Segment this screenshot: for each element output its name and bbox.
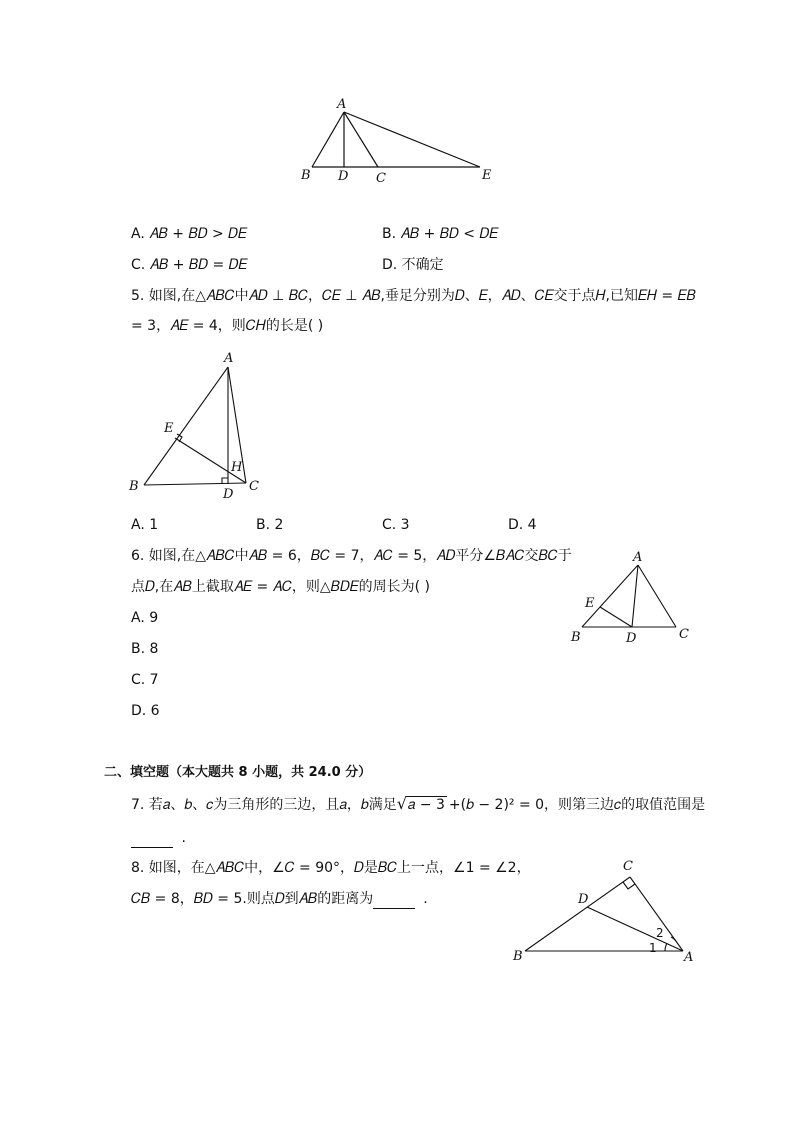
q6-label-d: D	[626, 631, 637, 646]
q8-stem-line2	[131, 889, 428, 909]
q8-stem-line2-text: 𝐶𝐵 = 8，𝐵𝐷 = 5.则点𝐷到𝐴𝐵的距离为	[131, 891, 374, 907]
q8-label-c: C	[623, 859, 633, 874]
q5-option-b: B. 2	[256, 517, 284, 533]
q8-answer-blank[interactable]	[373, 894, 415, 909]
q4-label-b: B	[301, 168, 311, 183]
q6-option-b: B. 8	[131, 641, 159, 657]
q6-stem-line1: 6. 如图,在△𝐴𝐵𝐶中𝐴𝐵 = 6，𝐵𝐶 = 7，𝐴𝐶 = 5，𝐴𝐷平分∠𝐵𝐴𝐶交𝐵𝐶于	[131, 548, 572, 564]
q5-stem-line2: = 3，𝐴𝐸 = 4，则𝐶𝐻的长是( )	[131, 318, 324, 334]
q6-stem-line2: 点𝐷,在𝐴𝐵上截取𝐴𝐸 = 𝐴𝐶，则△𝐵𝐷𝐸的周长为( )	[131, 579, 430, 595]
q5-stem-line1: 5. 如图,在△𝐴𝐵𝐶中𝐴𝐷 ⊥ 𝐵𝐶，𝐶𝐸 ⊥ 𝐴𝐵,垂足分别为𝐷、𝐸，𝐴𝐷、𝐶𝐸交于点𝐻,已知𝐸𝐻 = 𝐸𝐵	[131, 288, 696, 304]
q7-radicand: 𝑎 − 3	[407, 797, 445, 813]
q8-label-a: A	[684, 950, 694, 965]
q7-radical: √ 𝑎 − 3	[396, 794, 445, 813]
q4-label-c: C	[376, 171, 386, 186]
q4-option-a: A. 𝐴𝐵 + 𝐵𝐷 > 𝐷𝐸	[131, 226, 247, 242]
q7-suffix: +(𝑏 − 2)² = 0，则第三边𝑐的取值范围是	[448, 797, 706, 813]
q6-option-d: D. 6	[131, 703, 160, 719]
q5-label-b: B	[129, 479, 139, 494]
q8-label-angle-2: 2	[656, 926, 664, 940]
q8-figure	[505, 855, 705, 970]
q8-label-d: D	[578, 892, 589, 907]
q6-label-e: E	[585, 596, 595, 611]
q4-label-a: A	[337, 97, 347, 112]
q7-answer-blank[interactable]	[131, 833, 173, 848]
q4-label-d: D	[338, 169, 349, 184]
q6-label-a: A	[633, 550, 643, 565]
q6-label-b: B	[571, 630, 581, 645]
q5-option-d: D. 4	[508, 517, 537, 533]
q4-option-b: B. 𝐴𝐵 + 𝐵𝐷 < 𝐷𝐸	[382, 226, 499, 242]
q5-label-e: E	[164, 421, 174, 436]
q4-figure	[290, 90, 510, 190]
q5-label-a: A	[224, 351, 234, 366]
section-2-title: 二、填空题（本大题共 8 小题，共 24.0 分）	[104, 765, 372, 780]
q5-label-d: D	[223, 487, 234, 502]
q7-stem-line2	[131, 828, 186, 848]
q6-option-a: A. 9	[131, 610, 159, 626]
q8-label-b: B	[513, 949, 523, 964]
q4-label-e: E	[482, 168, 492, 183]
q8-period: .	[423, 891, 428, 907]
q6-figure	[560, 545, 700, 650]
q4-option-d: D. 不确定	[382, 257, 444, 273]
q7-prefix: 7. 若𝑎、𝑏、𝑐为三角形的三边，且𝑎，𝑏满足	[131, 797, 397, 813]
q7-period: .	[181, 830, 186, 846]
q5-figure	[120, 345, 280, 505]
q5-option-c: C. 3	[382, 517, 410, 533]
q8-stem-line1: 8. 如图，在△𝐴𝐵𝐶中，∠𝐶 = 90°，𝐷是𝐵𝐶上一点，∠1 = ∠2，	[131, 860, 531, 876]
q6-label-c: C	[679, 627, 689, 642]
q5-label-c: C	[249, 479, 259, 494]
q5-label-h: H	[231, 460, 243, 475]
q5-option-a: A. 1	[131, 517, 159, 533]
q7-stem-line1	[131, 795, 705, 815]
q4-option-c: C. 𝐴𝐵 + 𝐵𝐷 = 𝐷𝐸	[131, 257, 248, 273]
q6-option-c: C. 7	[131, 672, 159, 688]
q8-label-angle-1: 1	[649, 941, 657, 955]
